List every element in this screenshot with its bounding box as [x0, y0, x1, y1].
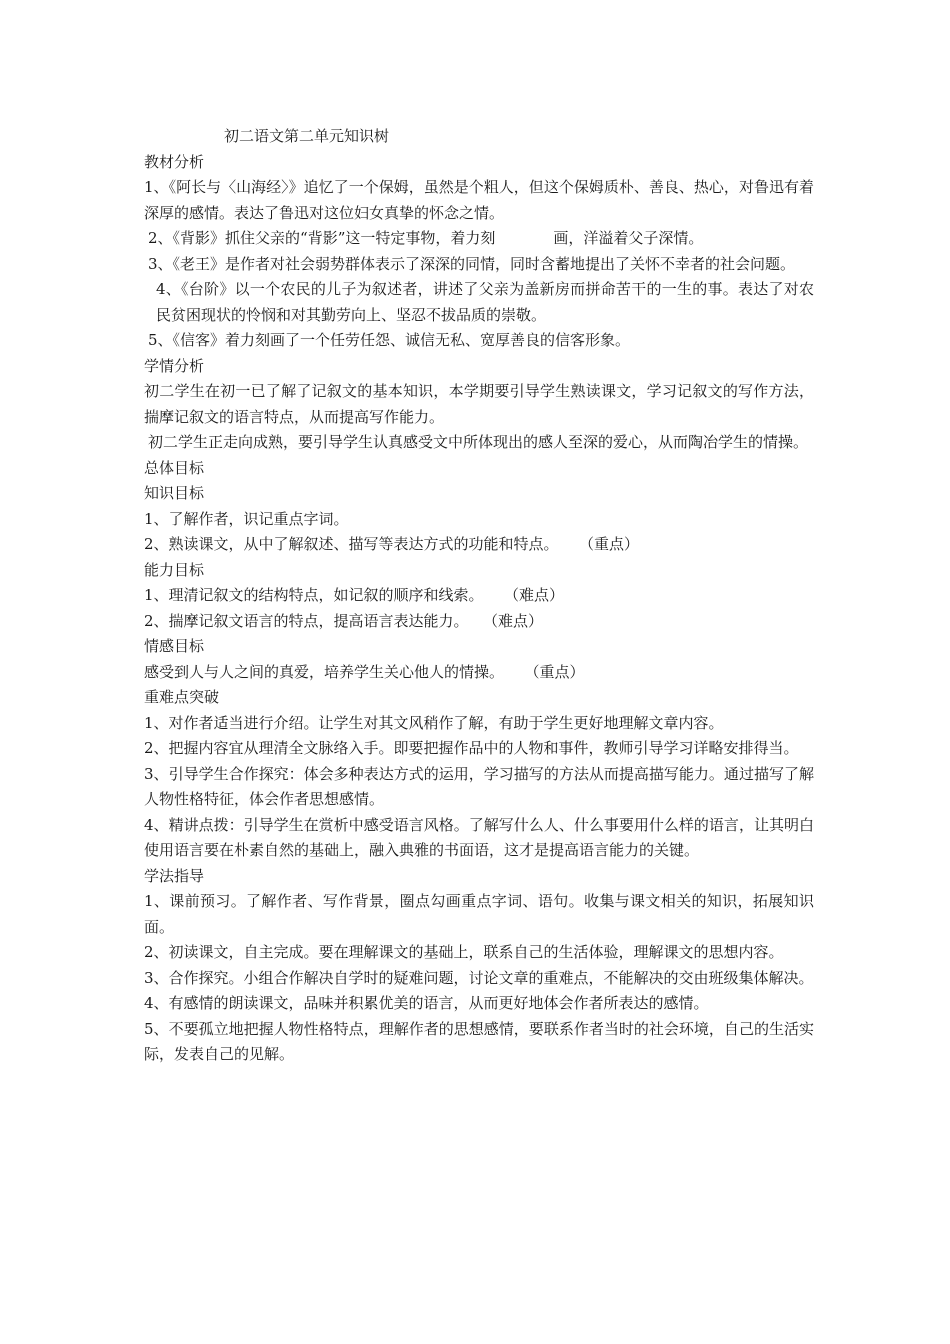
- breakthrough-item-2: 2、把握内容宜从理清全文脉络入手。即要把握作品中的人物和事件，教师引导学习详略安排得当。: [144, 739, 799, 757]
- textbook-item-1: 1、《阿长与〈山海经〉》追忆了一个保姆，虽然是个粗人，但这个保姆质朴、善良、热心，对鲁迅有着深厚的感情。表达了鲁迅对这位妇女真挚的怀念之情。: [144, 178, 814, 222]
- knowledge-item-1: 1、了解作者，识记重点字词。: [144, 509, 349, 528]
- section-heading-goals: 总体目标: [144, 458, 205, 477]
- ability-item-1: [144, 583, 814, 609]
- key-point-tag: （重点）: [532, 662, 585, 681]
- subheading-emotion: 情感目标: [144, 637, 205, 655]
- section-heading-textbook: 教材分析: [144, 152, 205, 171]
- key-point-tag: （重点）: [586, 535, 640, 553]
- knowledge-item-2-text: 2、熟读课文，从中了解叙述、描写等表达方式的功能和特点。: [144, 535, 559, 553]
- difficult-point-tag: （难点）: [490, 611, 544, 630]
- section-heading-students: 学情分析: [144, 356, 205, 375]
- breakthrough-item-1: 1、对作者适当进行介绍。让学生对其文风稍作了解，有助于学生更好地理解文章内容。: [144, 713, 724, 732]
- textbook-item-2: [144, 226, 814, 252]
- document-page: [144, 124, 814, 1068]
- subheading-knowledge: 知识目标: [144, 484, 205, 502]
- ability-item-1-text: 1、理清记叙文的结构特点，如记叙的顺序和线索。: [144, 586, 484, 604]
- emotion-item: [144, 660, 814, 686]
- knowledge-item-2: [144, 532, 814, 558]
- difficult-point-tag: （难点）: [511, 586, 565, 604]
- ability-item-2-text: 2、揣摩记叙文语言的特点，提高语言表达能力。: [144, 611, 469, 630]
- method-item-1: 1、课前预习。了解作者、写作背景，圈点勾画重点字词、语句。收集与课文相关的知识，拓展知识面。: [144, 892, 814, 936]
- subheading-ability: 能力目标: [144, 560, 205, 579]
- method-item-4: 4、有感情的朗读课文，品味并积累优美的语言，从而更好地体会作者所表达的感情。: [144, 994, 709, 1012]
- textbook-item-2-part-b: 画，洋溢着父子深情。: [553, 229, 704, 247]
- ability-item-2: [144, 609, 814, 635]
- method-item-2: 2、初读课文，自主完成。要在理解课文的基础上，联系自己的生活体验，理解课文的思想内容。: [144, 943, 784, 961]
- students-item-2: 初二学生正走向成熟，要引导学生认真感受文中所体现出的感人至深的爱心，从而陶冶学生的情操。: [148, 433, 809, 451]
- method-item-5: 5、不要孤立地把握人物性格特点，理解作者的思想感情，要联系作者当时的社会环境，自己的生活实际，发表自己的见解。: [144, 1019, 814, 1063]
- students-item-1: 初二学生在初一已了解了记叙文的基本知识，本学期要引导学生熟读课文，学习记叙文的写作方法，揣摩记叙文的语言特点，从而提高写作能力。: [144, 382, 814, 426]
- breakthrough-item-3: 3、引导学生合作探究：体会多种表达方式的运用，学习描写的方法从而提高描写能力。通过描写了解人物性格特征，体会作者思想感情。: [144, 764, 814, 808]
- section-heading-breakthrough: 重难点突破: [144, 688, 220, 706]
- textbook-item-3: 3、《老王》是作者对社会弱势群体表示了深深的同情，同时含蓄地提出了关怀不幸者的社会问题。: [148, 254, 796, 273]
- textbook-item-5: 5、《信客》着力刻画了一个任劳任怨、诚信无私、宽厚善良的信客形象。: [148, 331, 631, 349]
- method-item-3: 3、合作探究。小组合作解决自学时的疑难问题，讨论文章的重难点，不能解决的交由班级集体解决。: [144, 968, 814, 987]
- section-heading-method: 学法指导: [144, 866, 205, 885]
- textbook-item-2-part-a: 2、《背影》抓住父亲的“背影”这一特定事物，着力刻: [148, 229, 496, 247]
- emotion-item-text: 感受到人与人之间的真爱，培养学生关心他人的情操。: [144, 662, 505, 681]
- breakthrough-item-4: 4、精讲点拨：引导学生在赏析中感受语言风格。了解写什么人、什么事要用什么样的语言，让其明白使用语言要在朴素自然的基础上，融入典雅的书面语，这才是提高语言能力的关键。: [144, 815, 814, 859]
- document-title: 初二语文第二单元知识树: [224, 127, 390, 145]
- textbook-item-4: 4、《台阶》以一个农民的儿子为叙述者，讲述了父亲为盖新房而拼命苦干的一生的事。表达了对农民贫困现状的怜悯和对其勤劳向上、坚忍不拔品质的崇敬。: [156, 280, 814, 324]
